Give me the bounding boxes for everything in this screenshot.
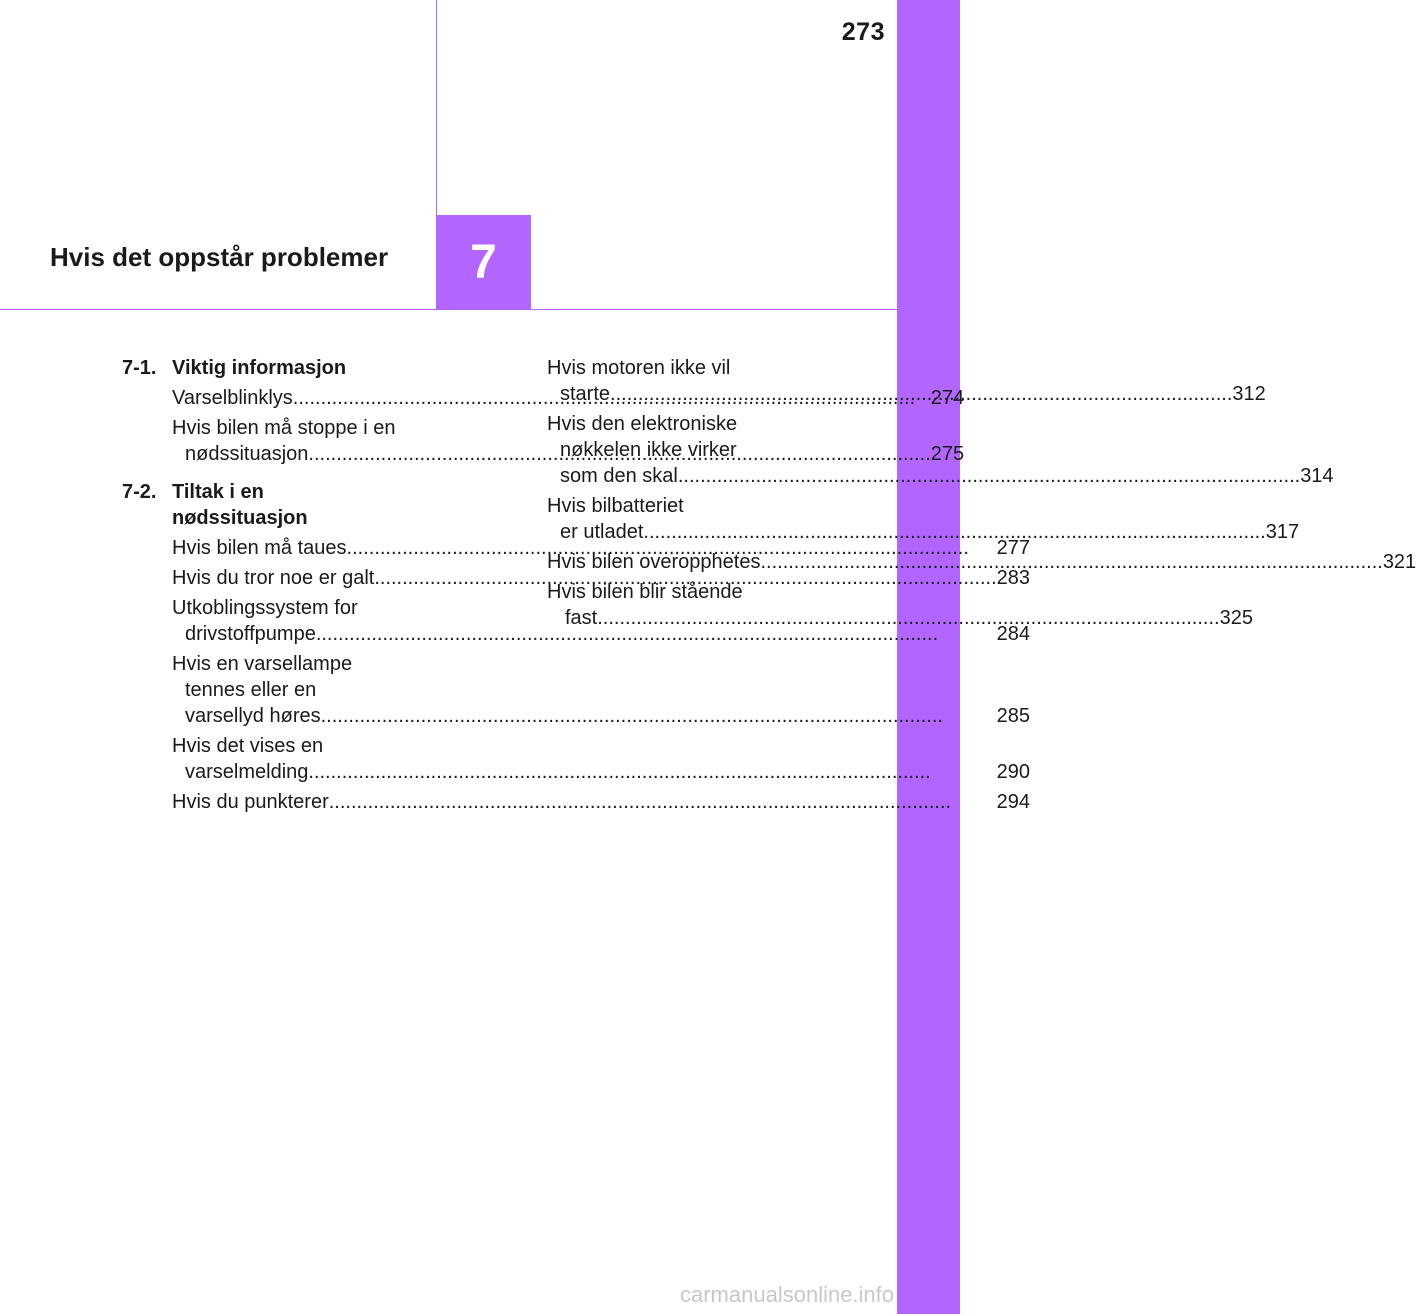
toc-entry-317[interactable]: Hvis bilbatteriet er utladet ..... 317 (547, 493, 838, 545)
page-ref: 325 (1219, 607, 1253, 629)
toc-entry-321[interactable]: Hvis bilen overopphetes ..... 321 (547, 549, 838, 575)
toc-entry-285[interactable]: Hvis en varsellampe tennes eller en varsellyd høres ..... 285 (172, 651, 1030, 729)
toc-entry-283[interactable]: Hvis du tror noe er galt ..... 283 (172, 565, 1030, 591)
toc-entry-274[interactable]: Varselblinklys ..... 274 (172, 385, 964, 411)
chapter-number: 7 (470, 236, 497, 289)
toc-entry-294[interactable]: Hvis du punkterer ..... 294 (172, 789, 1030, 815)
toc-entry-325[interactable]: Hvis bilen blir stående fast ..... 325 (547, 579, 838, 631)
chapter-title: Hvis det oppstår problemer (50, 242, 389, 272)
page-ref: 277 (996, 537, 1031, 559)
toc-entry-275[interactable]: Hvis bilen må stoppe i en nødssituasjon ..... 275 (172, 415, 964, 467)
page-ref: 312 (1232, 383, 1266, 405)
page-ref: 274 (930, 387, 965, 409)
page-ref: 321 (1382, 551, 1416, 573)
section-number: 7-2. (122, 481, 157, 503)
page-ref: 283 (996, 567, 1031, 589)
page-ref: 294 (996, 791, 1031, 813)
page-ref: 275 (930, 443, 965, 465)
section-number: 7-1. (122, 357, 157, 379)
page-ref: 290 (996, 761, 1031, 783)
page-ref: 317 (1265, 521, 1300, 543)
toc-entry-290[interactable]: Hvis det vises en varselmelding ..... 290 (172, 733, 1030, 785)
toc-entry-312[interactable]: Hvis motoren ikke vil starte ..... 312 (547, 355, 838, 407)
section-title: Viktig informasjon (172, 357, 347, 379)
toc-entry-277[interactable]: Hvis bilen må taues ..... 277 (172, 535, 1030, 561)
toc-entry-284[interactable]: Utkoblingssystem for drivstoffpumpe ..... 284 (172, 595, 1030, 647)
chapter-number-box (436, 215, 531, 310)
page-ref: 285 (996, 705, 1031, 727)
toc-entry-314[interactable]: Hvis den elektroniske nøkkelen ikke virker som den skal ..... 314 (547, 411, 838, 489)
page-ref: 314 (1300, 465, 1334, 487)
section-title: Tiltak i en nødssituasjon (172, 481, 308, 529)
page-number: 273 (841, 18, 885, 46)
page-ref: 284 (996, 623, 1031, 645)
watermark: carmanualsonline.info (680, 1282, 895, 1307)
